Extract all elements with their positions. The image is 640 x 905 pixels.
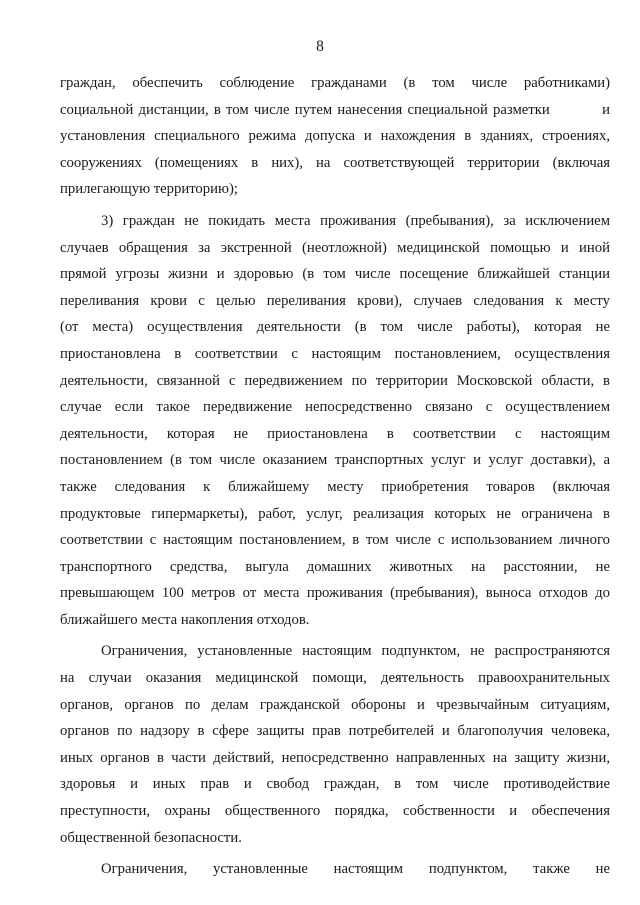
text-line: Ограничения, установленные настоящим подпунктом, не распространяются — [101, 643, 610, 660]
text-line: (от места) осуществления деятельности (в том числе работы), которая не — [60, 319, 610, 336]
text-line: общественной безопасности. — [60, 829, 242, 846]
text-line: приостановлена в соответствии с настоящим постановлением, осуществления — [60, 345, 610, 362]
text-line: транспортного средства, выгула домашних животных на расстоянии, не — [60, 558, 610, 575]
text-line: превышающем 100 метров от места проживания (пребывания), выноса отходов до — [60, 585, 610, 602]
text-line: соответствии с настоящим постановлением, в том числе с использованием личного — [60, 532, 610, 549]
text-line: продуктовые гипермаркеты), работ, услуг, реализация которых не ограничена в — [60, 505, 610, 522]
text-line: постановлением (в том числе оказанием транспортных услуг и услуг доставки), а — [60, 452, 610, 469]
text-line: социальной дистанции, в том числе путем нанесения специальной разметки и — [60, 101, 610, 118]
text-line: случае если такое передвижение непосредственно связано с осуществлением — [60, 399, 610, 416]
paragraph-3 — [60, 638, 610, 851]
page-number: 8 — [316, 38, 324, 55]
text-line: Ограничения, установленные настоящим подпунктом, также не — [101, 861, 610, 878]
text-line: преступности, охраны общественного порядка, собственности и обеспечения — [60, 803, 610, 820]
text-line: органов, органов по делам гражданской обороны и чрезвычайным ситуациям, — [60, 696, 610, 713]
paragraph-1 — [60, 70, 610, 203]
text-line: переливания крови с целью переливания крови), случаев следования к месту — [60, 292, 610, 309]
text-line: случаев обращения за экстренной (неотложной) медицинской помощью и иной — [60, 239, 610, 256]
text-line: на случаи оказания медицинской помощи, деятельность правоохранительных — [60, 670, 610, 687]
text-line: иных органов в части действий, непосредственно направленных на защиту жизни, — [60, 749, 610, 766]
paragraph-4 — [60, 856, 610, 883]
text-line: прилегающую территорию); — [60, 181, 238, 198]
text-line: сооружениях (помещениях в них), на соответствующей территории (включая — [60, 154, 610, 171]
text-line: деятельности, которая не приостановлена в соответствии с настоящим — [60, 425, 610, 442]
text-line: ближайшего места накопления отходов. — [60, 611, 310, 628]
text-line: граждан, обеспечить соблюдение гражданами (в том числе работниками) — [60, 75, 610, 91]
text-line: деятельности, связанной с передвижением по территории Московской области, в — [60, 372, 610, 389]
text-line: здоровья и иных прав и свобод граждан, в том числе противодействие — [60, 776, 610, 793]
text-line: прямой угрозы жизни и здоровью (в том числе посещение ближайшей станции — [60, 266, 610, 283]
text-line: установления специального режима допуска и нахождения в зданиях, строениях, — [60, 128, 610, 145]
document-body — [60, 70, 610, 883]
paragraph-2 — [60, 208, 610, 634]
text-line: также следования к ближайшему месту приобретения товаров (включая — [60, 478, 610, 495]
text-line: органов по надзору в сфере защиты прав потребителей и благополучия человека, — [60, 723, 610, 740]
text-line: 3) граждан не покидать места проживания (пребывания), за исключением — [101, 212, 610, 229]
